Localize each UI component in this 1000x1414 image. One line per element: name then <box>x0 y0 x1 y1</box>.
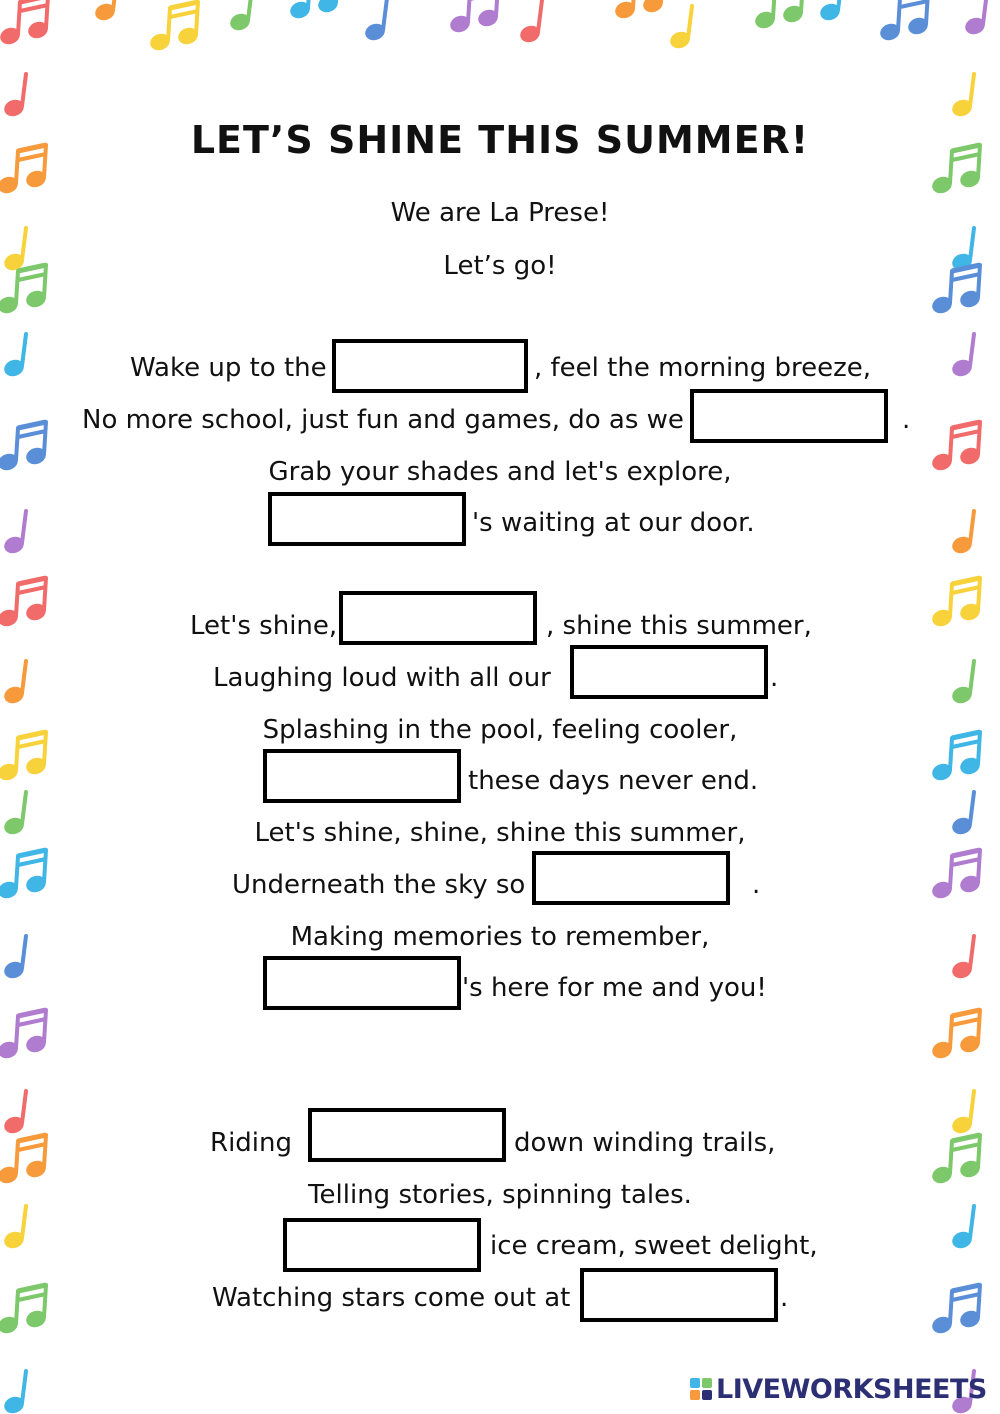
double-music-note-icon <box>0 850 48 901</box>
lyric-16-post: . <box>780 1283 789 1313</box>
blank-input-8[interactable] <box>263 956 461 1010</box>
liveworksheets-logo[interactable] <box>690 1372 987 1406</box>
music-note-icon <box>363 0 387 43</box>
double-music-note-icon <box>0 578 48 629</box>
double-music-note-icon <box>448 0 500 35</box>
double-music-note-icon <box>930 850 982 901</box>
double-music-note-icon <box>930 1285 982 1336</box>
music-note-icon <box>950 661 974 706</box>
blank-input-2[interactable] <box>690 389 888 443</box>
double-music-note-icon <box>930 578 982 629</box>
lyric-1-pre: Wake up to the <box>130 353 327 383</box>
lyric-8-post: these days never end. <box>468 766 759 796</box>
music-note-icon <box>950 74 974 119</box>
music-note-icon <box>2 511 26 556</box>
lyric-10-pre: Underneath the sky so <box>232 870 526 900</box>
double-music-note-icon <box>148 2 200 53</box>
lyric-5-pre: Let's shine, <box>190 611 338 641</box>
blank-input-10[interactable] <box>283 1218 481 1272</box>
music-note-icon <box>2 74 26 119</box>
double-music-note-icon <box>0 0 50 47</box>
music-note-icon <box>818 0 842 23</box>
lyric-1-post: , feel the morning breeze, <box>534 353 872 383</box>
blank-input-5[interactable] <box>570 645 768 699</box>
brand-name: LIVEWORKSHEETS <box>716 1373 987 1405</box>
intro-line-1: We are La Prese! <box>390 198 610 228</box>
double-music-note-icon <box>288 0 340 21</box>
music-note-icon <box>950 1091 974 1136</box>
blank-input-1[interactable] <box>332 339 528 393</box>
lyric-3: Grab your shades and let's explore, <box>268 457 732 487</box>
double-music-note-icon <box>0 1010 48 1061</box>
lyric-15-post: ice cream, sweet delight, <box>490 1231 818 1261</box>
music-note-icon <box>668 6 692 51</box>
lyric-9: Let's shine, shine, shine this summer, <box>254 818 746 848</box>
double-music-note-icon <box>753 0 805 31</box>
lyric-2-pre: No more school, just fun and games, do as we <box>82 405 684 435</box>
music-note-icon <box>950 511 974 556</box>
intro-line-2: Let’s go! <box>443 251 557 281</box>
music-note-icon <box>2 334 26 379</box>
music-note-icon <box>2 661 26 706</box>
music-note-icon <box>950 334 974 379</box>
lyric-13-pre: Riding <box>210 1128 292 1158</box>
lyric-4-post: 's waiting at our door. <box>472 508 755 538</box>
double-music-note-icon <box>613 0 665 21</box>
lyric-6-pre: Laughing loud with all our <box>213 663 551 693</box>
brand-grid-icon <box>690 1378 712 1400</box>
music-note-icon <box>2 1206 26 1251</box>
music-note-icon <box>2 1371 26 1414</box>
blank-input-7[interactable] <box>532 851 730 905</box>
lyric-5-post: , shine this summer, <box>546 611 812 641</box>
music-note-icon <box>93 0 117 23</box>
music-note-icon <box>228 0 252 33</box>
lyric-14: Telling stories, spinning tales. <box>308 1180 692 1210</box>
lyric-16-pre: Watching stars come out at <box>212 1283 571 1313</box>
music-note-icon <box>2 1091 26 1136</box>
blank-input-4[interactable] <box>339 591 537 645</box>
double-music-note-icon <box>0 1285 48 1336</box>
music-note-icon <box>963 0 987 37</box>
lyric-11: Making memories to remember, <box>290 922 710 952</box>
double-music-note-icon <box>878 0 930 43</box>
lyric-7: Splashing in the pool, feeling cooler, <box>262 715 738 745</box>
blank-input-9[interactable] <box>308 1108 506 1162</box>
lyric-13-post: down winding trails, <box>514 1128 776 1158</box>
blank-input-6[interactable] <box>263 749 461 803</box>
lyric-2-post: . <box>902 405 911 435</box>
blank-input-3[interactable] <box>268 492 466 546</box>
lyric-10-post: . <box>752 870 761 900</box>
music-note-icon <box>518 0 542 45</box>
page-title: LET’S SHINE THIS SUMMER! <box>190 118 810 162</box>
blank-input-11[interactable] <box>580 1268 778 1322</box>
lyric-12-post: 's here for me and you! <box>462 973 767 1003</box>
music-note-icon <box>950 1206 974 1251</box>
lyric-6-post: . <box>770 663 779 693</box>
double-music-note-icon <box>930 1010 982 1061</box>
